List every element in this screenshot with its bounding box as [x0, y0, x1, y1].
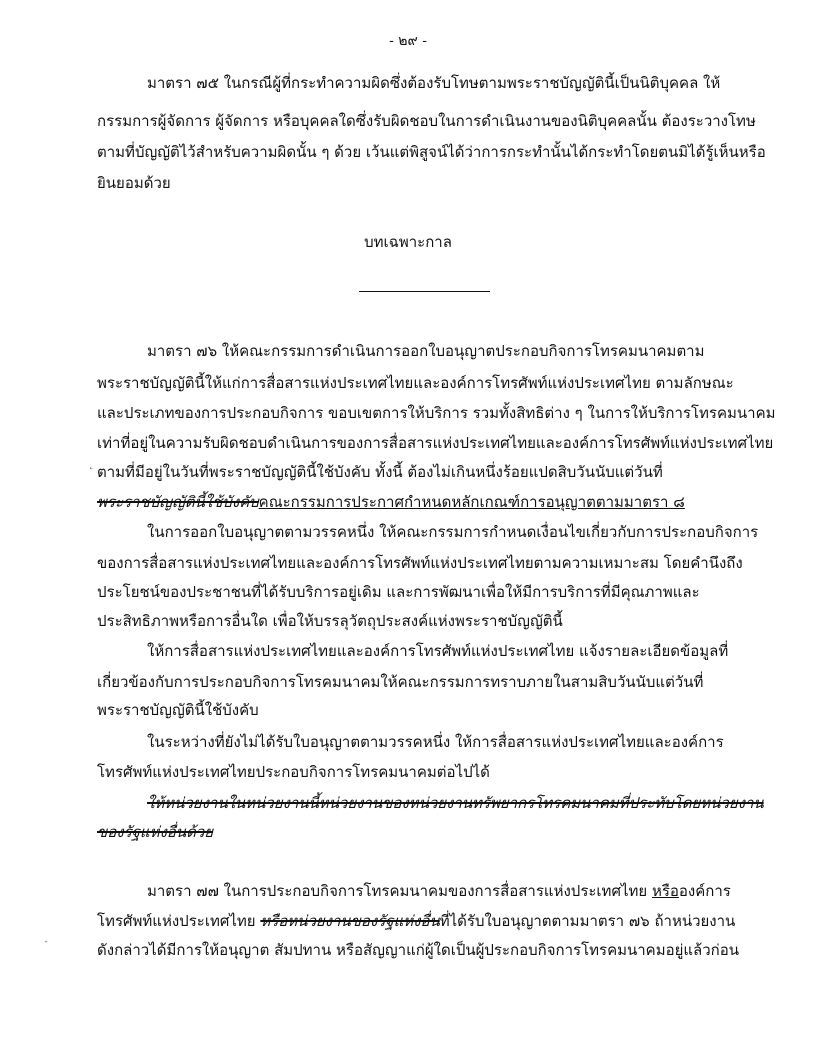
section-77-text-end: ที่ได้รับใบอนุญาตตามมาตรา ๗๖ ถ้าหน่วยงาน [439, 912, 736, 930]
section-76-line-6 [97, 492, 685, 512]
section-76-para4-line-2: โทรศัพท์แห่งประเทศไทยประกอบกิจการโทรคมนาคมต่อไปได้ [97, 763, 490, 781]
page-number: - ๒๙ - [389, 33, 427, 49]
section-76-para3-line-3: พระราชบัญญัตินี้ใช้บังคับ [97, 701, 259, 719]
section-76-para4-line-1: ในระหว่างที่ยังไม่ได้รับใบอนุญาตตามวรรคหนึ่ง ให้การสื่อสารแห่งประเทศไทยและองค์การ [147, 733, 724, 751]
inserted-underlined-text: คณะกรรมการประกาศกำหนดหลักเกณฑ์การอนุญาตตามมาตรา ๘ [258, 493, 685, 511]
section-77-text-end: องค์การ [678, 882, 731, 900]
struck-paragraph-line-1: ให้หน่วยงานในหน่วยงานนี้หน่วยงานของหน่วยงานทรัพยากรโทรคมนาคมที่ประทับโดยหน่วยงาน [147, 794, 764, 812]
heading-divider [359, 291, 490, 292]
struck-paragraph-line-2: ของรัฐแห่งอื่นด้วย [97, 823, 214, 841]
section-76-line-4: เท่าที่อยู่ในความรับผิดชอบดำเนินการของการสื่อสารแห่งประเทศไทยและองค์การโทรศัพท์แห่งประเทศไทย [97, 434, 774, 452]
struck-text: หรือหน่วยงานของรัฐแห่งอื่น [260, 912, 440, 930]
section-76-line-3: และประเภทของการประกอบกิจการ ขอบเขตการให้บริการ รวมทั้งสิทธิต่าง ๆ ในการให้บริการโทรคมนาคม [97, 404, 776, 422]
struck-text: พระราชบัญญัตินี้ใช้บังคับ [97, 493, 259, 511]
section-76-para2-line-3: ประโยชน์ของประชาชนที่ได้รับบริการอยู่เดิม และการพัฒนาเพื่อให้มีการบริการที่มีคุณภาพและ [97, 583, 700, 601]
section-76-para2-line-4: ประสิทธิภาพหรือการอื่นใด เพื่อให้บรรลุวัตถุประสงค์แห่งพระราชบัญญัตินี้ [97, 612, 563, 630]
scan-speck: · [44, 935, 48, 949]
section-76-line-2: พระราชบัญญัตินี้ให้แก่การสื่อสารแห่งประเทศไทยและองค์การโทรศัพท์แห่งประเทศไทย ตามลักษณะ [97, 374, 734, 392]
underlined-word: หรือ [651, 882, 679, 900]
section-76-para2-line-2: ของการสื่อสารแห่งประเทศไทยและองค์การโทรศัพท์แห่งประเทศไทยตามความเหมาะสม โดยคำนึงถึง [97, 554, 743, 572]
section-76-para2-line-1: ในการออกใบอนุญาตตามวรรคหนึ่ง ให้คณะกรรมการกำหนดเงื่อนไขเกี่ยวกับการประกอบกิจการ [147, 523, 759, 541]
section-75-line-3: ตามที่บัญญัติไว้สำหรับความผิดนั้น ๆ ด้วย เว้นแต่พิสูจน์ได้ว่าการกระทำนั้นได้กระทำโดยตนมิได้รู้เห็นหรือ [97, 143, 766, 161]
section-77-line-3: ดังกล่าวได้มีการให้อนุญาต สัมปทาน หรือสัญญาแก่ผู้ใดเป็นผู้ประกอบกิจการโทรคมนาคมอยู่แล้วก่อน [97, 941, 740, 959]
section-75-line-1: มาตรา ๗๕ ในกรณีผู้ที่กระทำความผิดซึ่งต้องรับโทษตามพระราชบัญญัตินี้เป็นนิติบุคคล ให้ [147, 74, 721, 92]
transitional-provisions-heading: บทเฉพาะกาล [364, 233, 452, 251]
section-77-line-1 [147, 881, 731, 901]
section-75-line-4: ยินยอมด้วย [97, 174, 171, 192]
section-77-line-2 [97, 911, 735, 931]
section-76-line-1: มาตรา ๗๖ ให้คณะกรรมการดำเนินการออกใบอนุญาตประกอบกิจการโทรคมนาคมตาม [147, 342, 705, 360]
section-77-text: มาตรา ๗๗ ในการประกอบกิจการโทรคมนาคมของการสื่อสารแห่งประเทศไทย [147, 882, 652, 900]
section-77-text: โทรศัพท์แห่งประเทศไทย [97, 912, 261, 930]
section-76-line-5: ตามที่มีอยู่ในวันที่พระราชบัญญัตินี้ใช้บังคับ ทั้งนี้ ต้องไม่เกินหนึ่งร้อยแปดสิบวันนับแต่วันที่ [97, 463, 663, 481]
scan-speck: ˛ [88, 456, 94, 470]
section-76-para3-line-2: เกี่ยวข้องกับการประกอบกิจการโทรคมนาคมให้คณะกรรมการทราบภายในสามสิบวันนับแต่วันที่ [97, 673, 704, 691]
section-76-para3-line-1: ให้การสื่อสารแห่งประเทศไทยและองค์การโทรศัพท์แห่งประเทศไทย แจ้งรายละเอียดข้อมูลที่ [147, 642, 729, 660]
section-75-line-2: กรรมการผู้จัดการ ผู้จัดการ หรือบุคคลใดซึ่งรับผิดชอบในการดำเนินงานของนิติบุคคลนั้น ต้องระวางโทษ [97, 112, 756, 130]
